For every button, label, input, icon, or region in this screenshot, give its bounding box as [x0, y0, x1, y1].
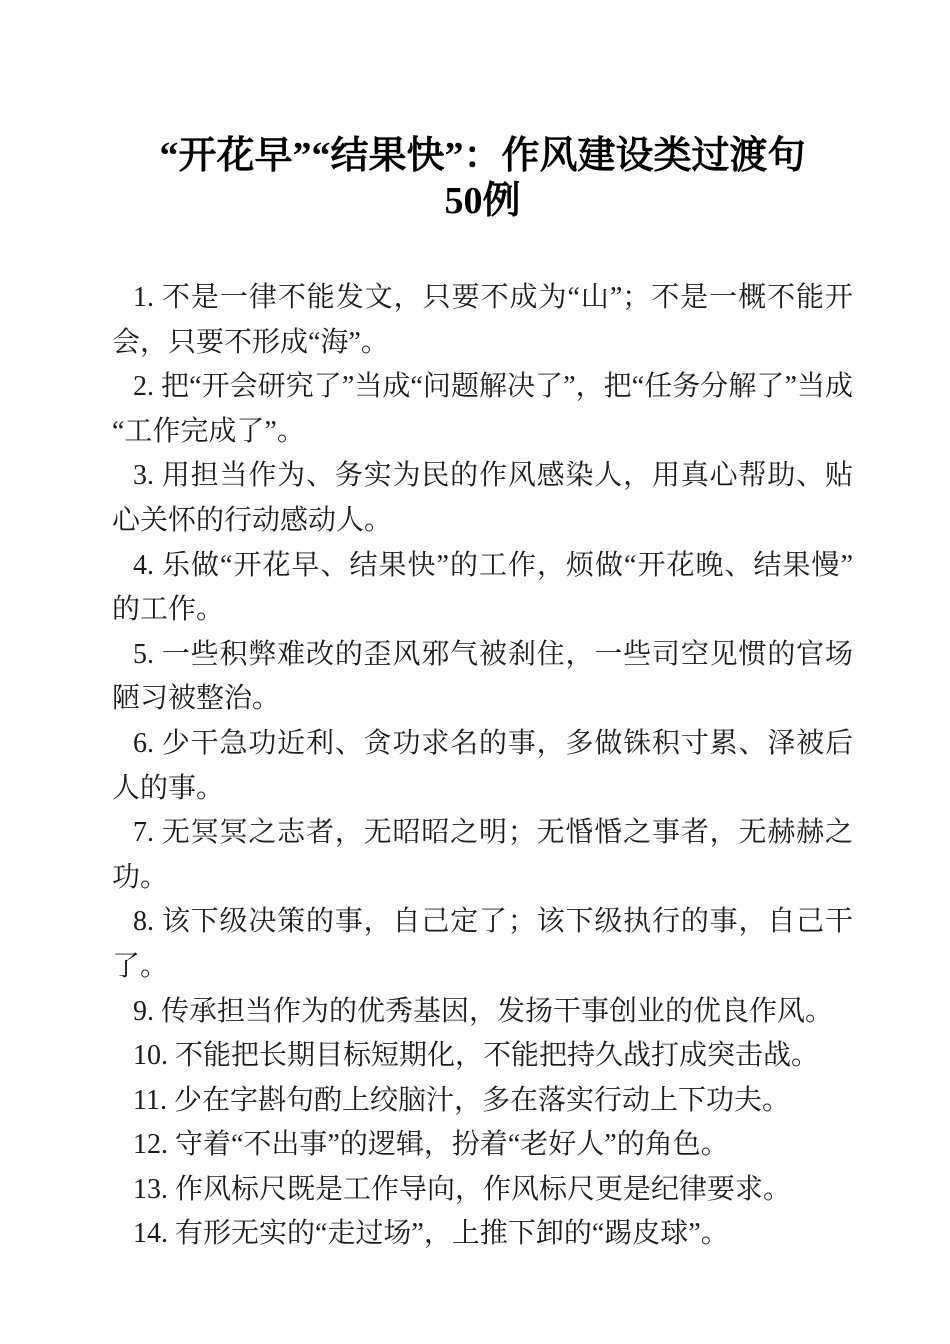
list-item-14: [112, 1212, 853, 1257]
list-item-3: [112, 454, 853, 543]
page-title-line-1: “开花早”“结果快”：作风建设类过渡句: [159, 135, 806, 177]
page-title-line-2: 50例: [444, 180, 521, 222]
list-item-9: [112, 990, 853, 1035]
item-text: 用担当作为、务实为民的作风感染人，用真心帮助、贴心关怀的行动感动人。: [112, 460, 853, 536]
item-number: 2.: [133, 371, 154, 403]
list-item-12: [112, 1123, 853, 1168]
item-text: 传承担当作为的优秀基因，发扬干事创业的优良作风。: [161, 995, 834, 1027]
item-text: 无冥冥之志者，无昭昭之明；无惛惛之事者，无赫赫之功。: [112, 817, 853, 893]
item-text: 不是一律不能发文，只要不成为“山”；不是一概不能开会，只要不形成“海”。: [112, 282, 853, 358]
item-text: 有形无实的“走过场”，上推下卸的“踢皮球”。: [175, 1218, 729, 1250]
list-item-11: [112, 1079, 853, 1124]
item-number: 1.: [133, 282, 154, 313]
item-text: 少干急功近利、贪功求名的事，多做铢积寸累、泽被后人的事。: [112, 727, 853, 804]
list-item-6: [112, 722, 853, 811]
list-item-10: [112, 1034, 853, 1079]
item-text: 少在字斟句酌上绞脑汁，多在落实行动上下功夫。: [173, 1084, 790, 1116]
list-item-8: [112, 900, 853, 989]
item-number: 6.: [133, 727, 154, 759]
item-text: 作风标尺既是工作导向，作风标尺更是纪律要求。: [175, 1173, 792, 1205]
list-item-5: [112, 633, 853, 722]
item-number: 12.: [133, 1129, 168, 1161]
item-number: 8.: [133, 906, 154, 938]
item-text: 守着“不出事”的逻辑，扮着“老好人”的角色。: [175, 1129, 729, 1161]
item-number: 4.: [133, 549, 154, 581]
item-text: 把“开会研究了”当成“问题解决了”，把“任务分解了”当成“工作完成了”。: [112, 371, 853, 447]
list-item-13: [112, 1168, 853, 1213]
list-item-4: [112, 544, 853, 633]
item-number: 9.: [133, 995, 154, 1027]
item-number: 14.: [133, 1218, 168, 1250]
item-number: 7.: [133, 817, 154, 849]
page-title: [112, 134, 853, 224]
item-number: 11.: [133, 1084, 167, 1116]
item-number: 10.: [133, 1040, 168, 1072]
item-number: 13.: [133, 1173, 168, 1205]
document-body: [112, 276, 853, 1257]
item-text: 乐做“开花早、结果快”的工作，烦做“开花晚、结果慢”的工作。: [112, 549, 853, 626]
item-text: 一些积弊难改的歪风邪气被刹住，一些司空见惯的官场陋习被整治。: [112, 638, 853, 715]
item-text: 该下级决策的事，自己定了；该下级执行的事，自己干了。: [112, 906, 853, 982]
list-item-7: [112, 811, 853, 900]
item-number: 3.: [133, 460, 154, 492]
item-number: 5.: [133, 638, 154, 670]
list-item-2: [112, 365, 853, 454]
item-text: 不能把长期目标短期化，不能把持久战打成突击战。: [175, 1040, 820, 1072]
list-item-1: [112, 276, 853, 365]
